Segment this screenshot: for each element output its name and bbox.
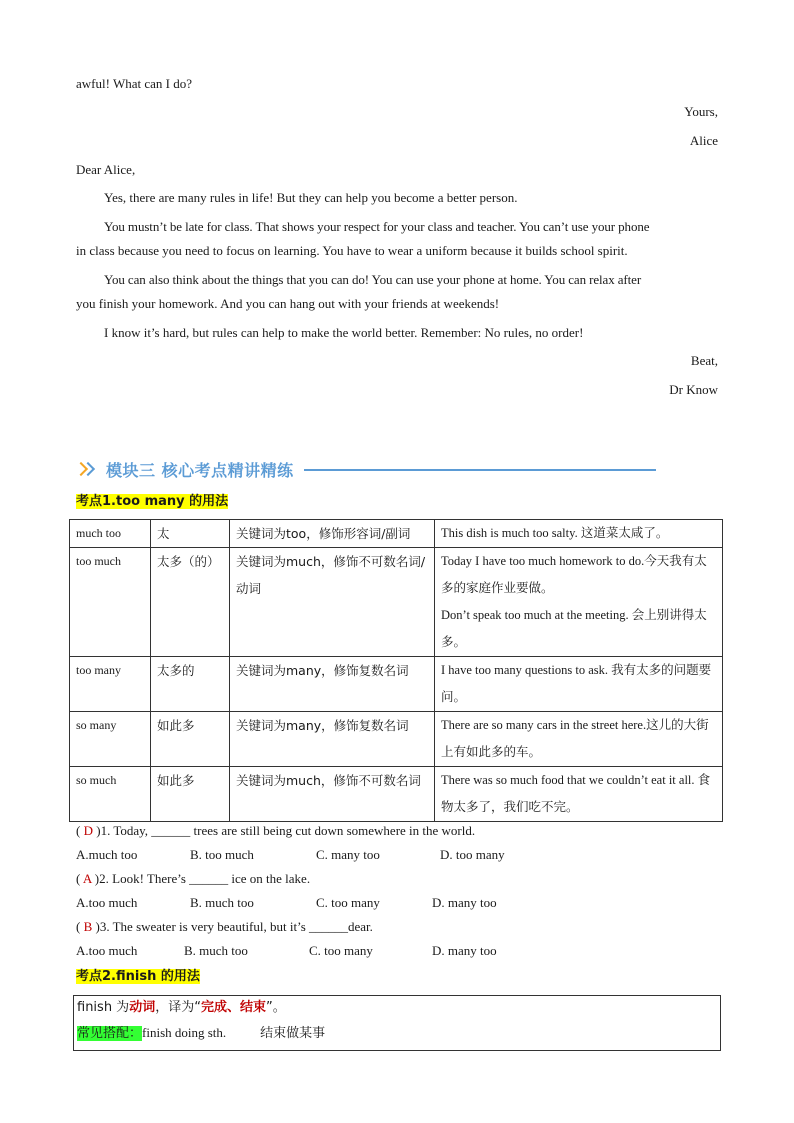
kp1-heading-line — [76, 489, 718, 514]
example-text-2: Don’t speak too much at the meeting. 会上别讲得太多。 — [441, 608, 707, 649]
exercise-3-answer: B — [83, 919, 93, 934]
option: C. many too — [316, 847, 380, 862]
kp1-heading: 考点1.too many 的用法 — [76, 494, 229, 509]
exercise-1-options — [76, 843, 505, 867]
letter2-greeting: Dear Alice, — [76, 162, 136, 177]
module-divider — [304, 469, 656, 471]
option: B. much too — [184, 943, 248, 958]
term-cell: too many — [70, 657, 151, 712]
letter2-paragraph-2-line-2: in class because you need to focus on learning. You have to wear a uniform because it builds school spirit. — [76, 243, 628, 258]
example-cell: There are so many cars in the street here.这儿的大街上有如此多的车。 — [435, 712, 723, 767]
option: A.much too — [76, 847, 138, 862]
term-cell: so many — [70, 712, 151, 767]
double-chevron-icon — [76, 460, 102, 478]
kp2-heading: 考点2.finish 的用法 — [76, 969, 200, 984]
example-cell: There was so much food that we couldn’t eat it all. 食物太多了，我们吃不完。 — [435, 767, 723, 822]
exercise-3-question: ( B )3. The sweater is very beautiful, but it’s ______dear. — [76, 919, 373, 934]
table-row — [70, 657, 723, 712]
example-cell: This dish is much too salty. 这道菜太咸了。 — [435, 520, 723, 548]
letter1-signature: Alice — [689, 133, 718, 148]
kp2-collocation — [77, 1022, 325, 1045]
letter2-paragraph-3-line-1: You can also think about the things that you can do! You can use your phone at home. You can relax after — [104, 272, 642, 287]
exercise-2-answer: A — [82, 871, 92, 886]
table-row — [70, 712, 723, 767]
option: D. many too — [432, 943, 497, 958]
key-cell: 关键词为many，修饰复数名词 — [230, 712, 435, 767]
exercise-3-options — [76, 939, 497, 963]
option: A.too much — [76, 943, 138, 958]
kp2-box — [73, 995, 721, 1051]
letter2-paragraph-2-line-1: You mustn’t be late for class. That shows your respect for your class and teacher. You can’t use your phone — [104, 219, 650, 234]
example-cell: I have too many questions to ask. 我有太多的问题要问。 — [435, 657, 723, 712]
example-cell — [435, 548, 723, 657]
term-cell: much too — [70, 520, 151, 548]
kp2-heading-line — [76, 964, 718, 989]
meaning-cell: 如此多 — [151, 712, 230, 767]
letter2-paragraph-4: I know it’s hard, but rules can help to make the world better. Remember: No rules, no order! — [104, 325, 584, 340]
example-text: Today I have too much homework to do.今天我有太多的家庭作业要做。 — [441, 554, 707, 595]
meaning-cell: 太 — [151, 520, 230, 548]
letter2-paragraph-1: Yes, there are many rules in life! But they can help you become a better person. — [104, 190, 518, 205]
meaning-cell: 如此多 — [151, 767, 230, 822]
letter1-closing: Yours, — [684, 104, 718, 119]
option: B. much too — [190, 895, 254, 910]
letter2-closing: Beat, — [690, 353, 718, 368]
term-cell: so much — [70, 767, 151, 822]
exercise-2-question: ( A )2. Look! There’s ______ ice on the lake. — [76, 871, 311, 886]
key-cell: 关键词为too，修饰形容词/副词 — [230, 520, 435, 548]
option: B. too much — [190, 847, 254, 862]
letter1-ending: awful! What can I do? — [76, 76, 192, 91]
option: D. too many — [440, 847, 505, 862]
key-cell: 关键词为many，修饰复数名词 — [230, 657, 435, 712]
option: A.too much — [76, 895, 138, 910]
kp1-table — [69, 519, 723, 822]
kp2-definition: finish 为动词，译为“完成、结束”。 — [77, 1000, 286, 1015]
exercise-2-options — [76, 891, 497, 915]
option: C. too many — [309, 943, 373, 958]
letter2-signature: Dr Know — [669, 382, 718, 397]
module-title: 模块三 核心考点精讲精练 — [106, 460, 294, 480]
collocation-zh: 结束做某事 — [260, 1026, 326, 1041]
exercise-1-question: ( D )1. Today, ______ trees are still being cut down somewhere in the world. — [76, 823, 476, 838]
option: D. many too — [432, 895, 497, 910]
letter2-paragraph-3-line-2: you finish your homework. And you can hang out with your friends at weekends! — [76, 296, 500, 311]
option: C. too many — [316, 895, 380, 910]
meaning-cell: 太多的 — [151, 657, 230, 712]
module-heading — [76, 456, 656, 482]
exercise-1-answer: D — [83, 823, 93, 838]
key-cell: 关键词为much，修饰不可数名词 — [230, 767, 435, 822]
table-row — [70, 548, 723, 657]
meaning-cell: 太多（的） — [151, 548, 230, 657]
table-row — [70, 767, 723, 822]
key-cell: 关键词为much，修饰不可数名词/动词 — [230, 548, 435, 657]
collocation-label: 常见搭配： — [77, 1026, 143, 1041]
term-cell: too much — [70, 548, 151, 657]
collocation-en: finish doing sth. — [142, 1025, 227, 1040]
table-row — [70, 520, 723, 548]
